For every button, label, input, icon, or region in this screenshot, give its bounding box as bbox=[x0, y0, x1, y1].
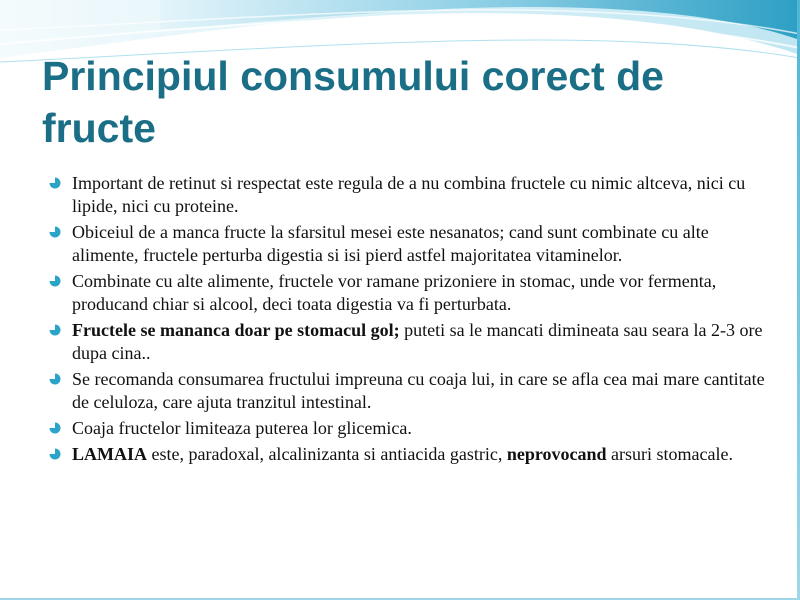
bullet-dot-icon bbox=[49, 422, 61, 434]
bullet-dot-icon bbox=[49, 177, 61, 189]
bullet-item bbox=[48, 270, 768, 316]
bullet-dot-icon bbox=[49, 275, 61, 287]
bullet-item bbox=[48, 368, 768, 414]
bullet-text: puteti sa le mancati dimineata sau seara la 2-3 ore dupa cina.. bbox=[72, 320, 763, 363]
bullet-text: Important de retinut si respectat este regula de a nu combina fructele cu nimic altceva, nici cu lipide, nici cu proteine. bbox=[72, 173, 746, 216]
bullet-text: este, paradoxal, alcalinizanta si antiacida gastric, bbox=[147, 444, 507, 464]
bullet-dot-icon bbox=[49, 448, 61, 460]
bullet-text: Coaja fructelor limiteaza puterea lor glicemica. bbox=[72, 418, 412, 438]
bullet-text-bold: neprovocand bbox=[506, 444, 607, 464]
bullet-item bbox=[48, 417, 768, 440]
bullet-dot-icon bbox=[49, 324, 61, 336]
bullet-item bbox=[48, 443, 768, 466]
bullet-list bbox=[48, 172, 768, 469]
bullet-item bbox=[48, 172, 768, 218]
bullet-dot-icon bbox=[49, 226, 61, 238]
bullet-dot-icon bbox=[49, 373, 61, 385]
bullet-item bbox=[48, 319, 768, 365]
bullet-text: Se recomanda consumarea fructului impreuna cu coaja lui, in care se afla cea mai mare cantitate de celuloza, care ajuta tranzitul intestinal. bbox=[72, 369, 765, 412]
bullet-text-bold: LAMAIA bbox=[72, 444, 147, 464]
bullet-text: Combinate cu alte alimente, fructele vor ramane prizoniere in stomac, unde vor fermenta, producand chiar si alcool, deci toata digestia va fi perturbata. bbox=[72, 271, 717, 314]
slide-title: Principiul consumului corect de fructe bbox=[42, 53, 664, 151]
bullet-item bbox=[48, 221, 768, 267]
bullet-text: Obiceiul de a manca fructe la sfarsitul mesei este nesanatos; cand sunt combinate cu alte alimente, fructele perturba digestia si isi pierd astfel majoritatea vitaminelor. bbox=[72, 222, 709, 265]
bullet-text-bold: Fructele se mananca doar pe stomacul gol; bbox=[72, 320, 400, 340]
bullet-text: arsuri stomacale. bbox=[606, 444, 733, 464]
